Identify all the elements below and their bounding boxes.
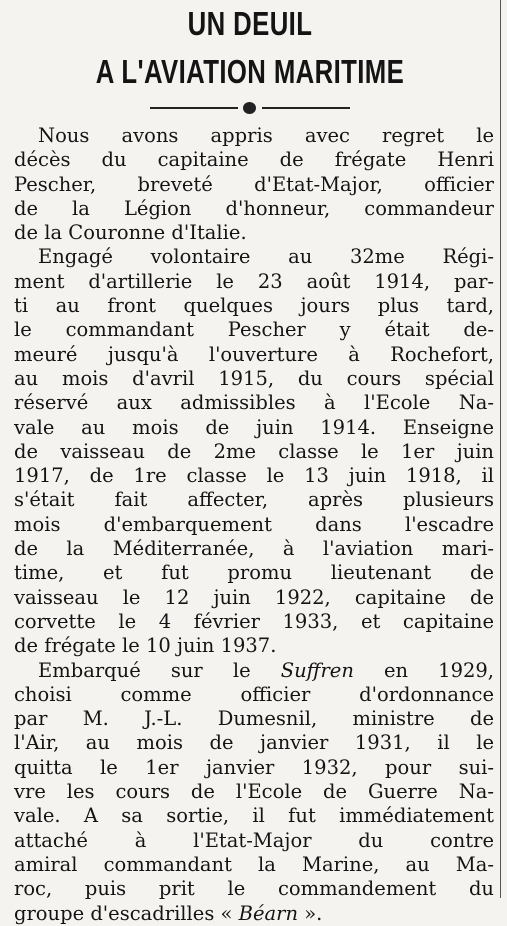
- article-line: réservé aux admissibles à l'Ecole Na-: [14, 391, 494, 415]
- article-line: ti au front quelques jours plus tard,: [14, 294, 494, 318]
- article-line: corvette le 4 février 1933, et capitaine: [14, 609, 494, 633]
- article-line: time, et fut promu lieutenant de: [14, 561, 494, 585]
- article-line: Engagé volontaire au 32me Régi-: [38, 245, 494, 269]
- article-line: attaché à l'Etat-Major du contre: [14, 828, 494, 852]
- article-line: de frégate le 10 juin 1937.: [14, 634, 277, 658]
- ornament-bar-right: [262, 107, 350, 109]
- article-line: amiral commandant la Marine, au Ma-: [14, 852, 494, 876]
- article-line: mois d'embarquement dans l'escadre: [14, 512, 494, 536]
- headline-line-2: A L'AVIATION MARITIME: [95, 53, 405, 90]
- article-line: roc, puis prit le commandement du: [14, 877, 494, 901]
- article-line: de la Couronne d'Italie.: [14, 221, 247, 245]
- article-line: s'était fait affecter, après plusieurs: [14, 488, 494, 512]
- article-line: meuré jusqu'à l'ouverture à Rochefort,: [14, 342, 494, 366]
- ornament-dot: [243, 102, 256, 114]
- article-line: Nous avons appris avec regret le: [38, 124, 494, 147]
- article-line: Pescher, breveté d'Etat-Major, officier: [14, 172, 494, 196]
- article-line: par M. J.-L. Dumesnil, ministre de: [14, 707, 494, 731]
- article-body: [14, 124, 494, 926]
- article-line: choisi comme officier d'ordonnance: [14, 682, 494, 706]
- article-line: vale. A sa sortie, il fut immédiatement: [14, 804, 494, 828]
- article-line: groupe d'escadrilles « Béarn ».: [14, 901, 323, 925]
- column-rule: [500, 0, 501, 898]
- article-line: ment d'artillerie le 23 août 1914, par-: [14, 269, 494, 293]
- article-line: l'Air, au mois de janvier 1931, il le: [14, 731, 494, 755]
- ornament-divider: [150, 102, 350, 114]
- headline-line-1: UN DEUIL: [187, 5, 313, 42]
- article-line: décès du capitaine de frégate Henri: [14, 148, 494, 172]
- article-line: au mois d'avril 1915, du cours spécial: [14, 366, 494, 390]
- article-line: vale au mois de juin 1914. Enseigne: [14, 415, 494, 439]
- article-line: de vaisseau de 2me classe le 1er juin: [14, 439, 494, 463]
- article-line: le commandant Pescher y était de-: [14, 318, 494, 342]
- article-line: 1917, de 1re classe le 13 juin 1918, il: [14, 464, 494, 488]
- article-line: vre les cours de l'Ecole de Guerre Na-: [14, 780, 494, 804]
- ornament-bar-left: [150, 107, 238, 109]
- article-line: de la Légion d'honneur, commandeur: [14, 196, 494, 220]
- article-line: Embarqué sur le Suffren en 1929,: [38, 658, 495, 682]
- article-line: quitta le 1er janvier 1932, pour sui-: [14, 755, 494, 779]
- article-line: vaisseau le 12 juin 1922, capitaine de: [14, 585, 494, 609]
- article-line: de la Méditerranée, à l'aviation mari-: [14, 537, 494, 561]
